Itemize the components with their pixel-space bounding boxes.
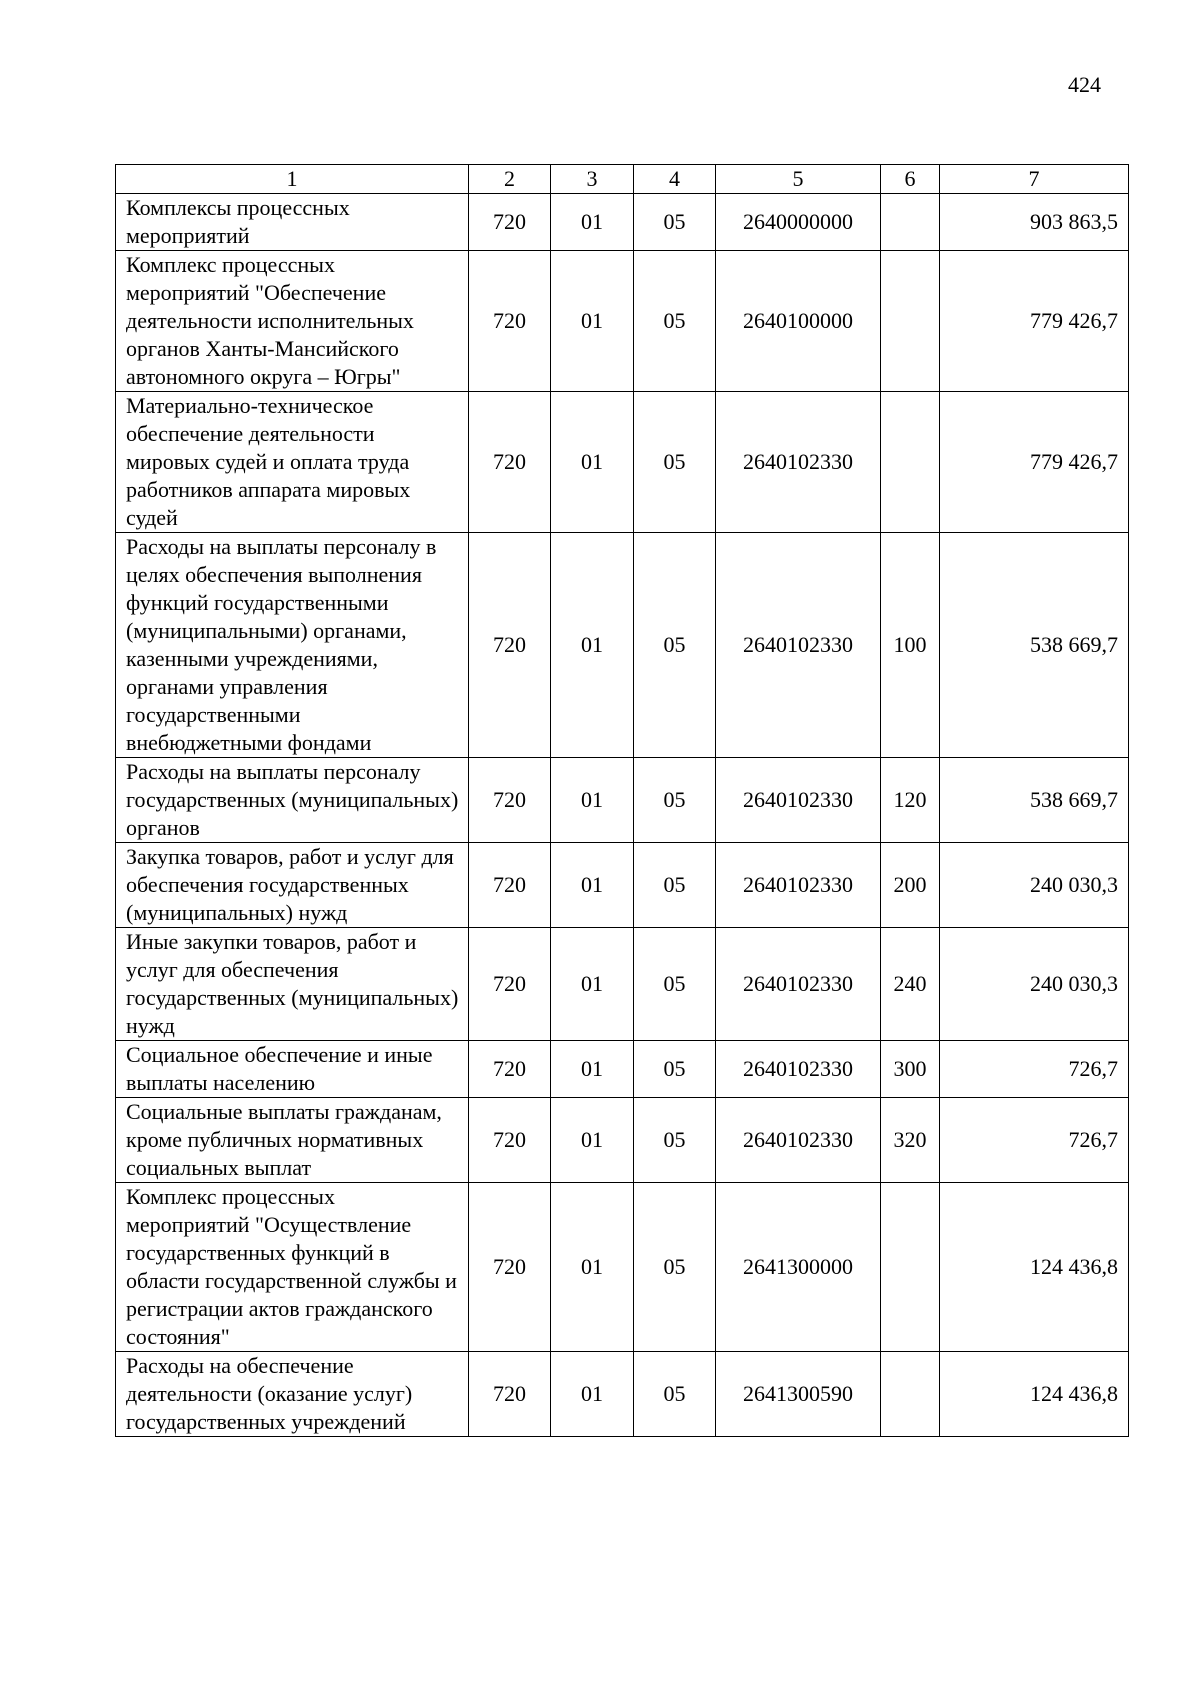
cell-amount: 726,7 [940,1098,1129,1183]
table-row [116,758,1129,843]
cell-col6: 240 [881,928,940,1041]
cell-amount: 240 030,3 [940,843,1129,928]
row-name: Закупка товаров, работ и услуг для обеспечения государственных (муниципальных) нужд [116,843,469,928]
cell-col5: 2640102330 [716,533,881,758]
cell-amount: 240 030,3 [940,928,1129,1041]
cell-col4: 05 [634,251,716,392]
cell-col6: 200 [881,843,940,928]
cell-col2: 720 [469,1183,551,1352]
cell-col3: 01 [551,928,634,1041]
cell-col5: 2640102330 [716,1041,881,1098]
column-header: 4 [634,165,716,194]
cell-col5: 2640100000 [716,251,881,392]
column-header: 6 [881,165,940,194]
cell-amount: 124 436,8 [940,1352,1129,1437]
cell-col5: 2640102330 [716,1098,881,1183]
cell-col6: 320 [881,1098,940,1183]
cell-amount: 124 436,8 [940,1183,1129,1352]
row-name: Социальное обеспечение и иные выплаты населению [116,1041,469,1098]
row-name: Расходы на обеспечение деятельности (оказание услуг) государственных учреждений [116,1352,469,1437]
column-header: 2 [469,165,551,194]
column-header: 1 [116,165,469,194]
cell-col4: 05 [634,758,716,843]
cell-col2: 720 [469,392,551,533]
cell-col3: 01 [551,194,634,251]
cell-col5: 2641300590 [716,1352,881,1437]
table-row [116,533,1129,758]
row-name: Иные закупки товаров, работ и услуг для обеспечения государственных (муниципальных) нужд [116,928,469,1041]
table-row [116,392,1129,533]
cell-col2: 720 [469,928,551,1041]
cell-col2: 720 [469,1041,551,1098]
cell-col2: 720 [469,1098,551,1183]
row-name: Комплекс процессных мероприятий "Осуществление государственных функций в области государственной службы и регистрации актов гражданского состояния" [116,1183,469,1352]
cell-col6: 100 [881,533,940,758]
cell-col4: 05 [634,392,716,533]
cell-col3: 01 [551,1041,634,1098]
table-row [116,1041,1129,1098]
cell-col4: 05 [634,928,716,1041]
row-name: Комплекс процессных мероприятий "Обеспечение деятельности исполнительных органов Ханты-Мансийского автономного округа – Югры" [116,251,469,392]
table-row [116,1183,1129,1352]
row-name: Материально-техническое обеспечение деятельности мировых судей и оплата труда работников аппарата мировых судей [116,392,469,533]
table-row [116,194,1129,251]
cell-col6 [881,1352,940,1437]
cell-col3: 01 [551,1352,634,1437]
row-name: Расходы на выплаты персоналу государственных (муниципальных) органов [116,758,469,843]
column-header: 7 [940,165,1129,194]
cell-col4: 05 [634,843,716,928]
budget-table [115,164,1129,1437]
cell-col3: 01 [551,251,634,392]
cell-amount: 779 426,7 [940,251,1129,392]
cell-col5: 2640000000 [716,194,881,251]
cell-col5: 2640102330 [716,758,881,843]
page-number: 424 [1068,72,1101,97]
cell-col6: 300 [881,1041,940,1098]
table-row [116,928,1129,1041]
cell-amount: 903 863,5 [940,194,1129,251]
cell-col5: 2640102330 [716,928,881,1041]
cell-col3: 01 [551,1098,634,1183]
cell-col2: 720 [469,194,551,251]
cell-col6 [881,251,940,392]
cell-col3: 01 [551,392,634,533]
cell-amount: 779 426,7 [940,392,1129,533]
cell-col6 [881,194,940,251]
table-row [116,1098,1129,1183]
table-row [116,1352,1129,1437]
cell-col4: 05 [634,1183,716,1352]
cell-col3: 01 [551,843,634,928]
column-header: 3 [551,165,634,194]
cell-col4: 05 [634,1041,716,1098]
cell-col3: 01 [551,758,634,843]
row-name: Комплексы процессных мероприятий [116,194,469,251]
cell-col5: 2640102330 [716,843,881,928]
cell-col4: 05 [634,194,716,251]
cell-col3: 01 [551,1183,634,1352]
cell-col4: 05 [634,1352,716,1437]
cell-amount: 726,7 [940,1041,1129,1098]
cell-col6 [881,392,940,533]
column-header: 5 [716,165,881,194]
cell-amount: 538 669,7 [940,758,1129,843]
table-row [116,843,1129,928]
cell-col6 [881,1183,940,1352]
row-name: Социальные выплаты гражданам, кроме публичных нормативных социальных выплат [116,1098,469,1183]
cell-col5: 2641300000 [716,1183,881,1352]
cell-col2: 720 [469,533,551,758]
cell-col5: 2640102330 [716,392,881,533]
cell-amount: 538 669,7 [940,533,1129,758]
cell-col2: 720 [469,1352,551,1437]
cell-col2: 720 [469,758,551,843]
row-name: Расходы на выплаты персоналу в целях обеспечения выполнения функций государственными (муниципальными) органами, казенными учреждениями, органами управления государственными внебюджетными фондами [116,533,469,758]
cell-col3: 01 [551,533,634,758]
table-row [116,251,1129,392]
cell-col2: 720 [469,843,551,928]
header-row [116,165,1129,194]
cell-col4: 05 [634,533,716,758]
cell-col2: 720 [469,251,551,392]
cell-col4: 05 [634,1098,716,1183]
cell-col6: 120 [881,758,940,843]
